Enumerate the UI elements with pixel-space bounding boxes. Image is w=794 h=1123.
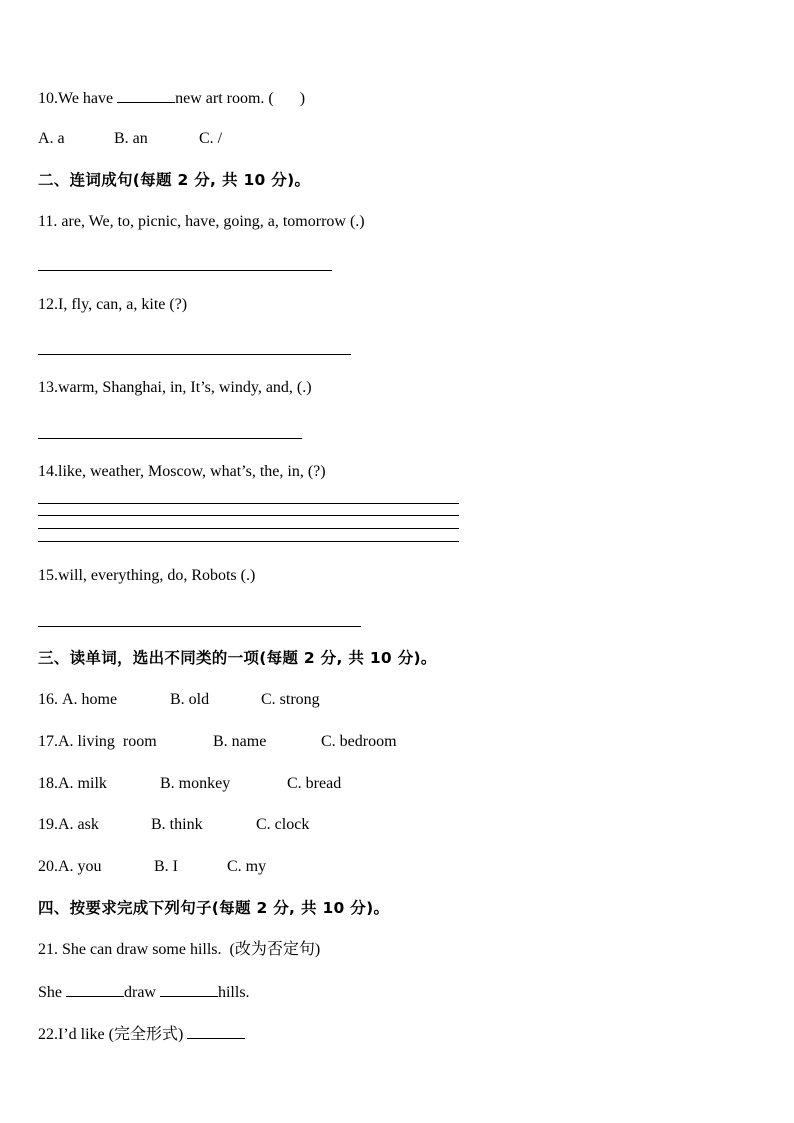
option-c: C. strong — [261, 691, 320, 708]
option-c: C. my — [227, 858, 267, 875]
question-20 — [38, 857, 266, 877]
option-c: C. bread — [287, 775, 342, 792]
section-2-title: 二、连词成句(每题 2 分, 共 10 分)。 — [38, 171, 311, 189]
option-a: A. milk — [58, 775, 107, 792]
answer-line[interactable] — [38, 438, 302, 439]
answer-text: She — [38, 984, 66, 1001]
question-number: 20. — [38, 858, 58, 875]
option-c: C. clock — [256, 816, 310, 833]
option-a: A. living room — [58, 733, 157, 750]
option-a: A. ask — [58, 816, 99, 833]
question-21-answer — [38, 981, 250, 1003]
question-16 — [38, 690, 320, 710]
answer-blank[interactable] — [187, 1023, 245, 1039]
question-number: 19. — [38, 816, 58, 833]
question-number: 18. — [38, 775, 58, 792]
answer-text: draw — [124, 984, 160, 1001]
answer-text: hills. — [217, 984, 250, 1001]
question-text: 22.I’d like (完全形式) — [38, 1026, 188, 1043]
answer-line[interactable] — [38, 354, 351, 355]
option-c: C. / — [199, 130, 223, 147]
option-c: C. bedroom — [321, 733, 397, 750]
question-13: 13.warm, Shanghai, in, It’s, windy, and, (.) — [38, 379, 312, 396]
answer-line[interactable] — [38, 515, 459, 516]
question-15: 15.will, everything, do, Robots (.) — [38, 567, 256, 584]
answer-line[interactable] — [38, 270, 332, 271]
option-b: B. an — [114, 130, 148, 147]
question-12: 12.I, fly, can, a, kite (?) — [38, 296, 188, 313]
answer-line[interactable] — [38, 528, 459, 529]
question-10-options — [38, 129, 222, 149]
answer-blank[interactable] — [160, 981, 218, 997]
option-a: A. home — [62, 691, 118, 708]
question-11: 11. are, We, to, picnic, have, going, a, tomorrow (.) — [38, 213, 365, 230]
question-text: We have — [58, 90, 118, 107]
option-a: A. you — [58, 858, 102, 875]
option-a: A. a — [38, 130, 65, 147]
answer-line[interactable] — [38, 626, 361, 627]
option-b: B. I — [154, 858, 178, 875]
question-10 — [38, 87, 305, 109]
question-22 — [38, 1023, 245, 1045]
question-21: 21. She can draw some hills. (改为否定句) — [38, 941, 321, 958]
option-b: B. monkey — [160, 775, 231, 792]
answer-line[interactable] — [38, 541, 459, 542]
section-3-title: 三、读单词，选出不同类的一项(每题 2 分, 共 10 分)。 — [38, 649, 437, 667]
option-b: B. old — [170, 691, 210, 708]
section-4-title: 四、按要求完成下列句子(每题 2 分, 共 10 分)。 — [38, 899, 390, 917]
option-b: B. think — [151, 816, 203, 833]
answer-blank[interactable] — [66, 981, 124, 997]
option-b: B. name — [213, 733, 267, 750]
question-text: new art room. ( — [175, 90, 274, 107]
question-19 — [38, 815, 309, 835]
answer-line[interactable] — [38, 503, 459, 504]
bracket-close: ) — [299, 90, 306, 107]
question-number: 17. — [38, 733, 58, 750]
question-number: 10. — [38, 90, 58, 107]
question-14: 14.like, weather, Moscow, what’s, the, in, (?) — [38, 463, 326, 480]
question-number: 16. — [38, 691, 62, 708]
question-17 — [38, 732, 397, 752]
answer-blank[interactable] — [117, 87, 175, 103]
question-18 — [38, 774, 341, 794]
